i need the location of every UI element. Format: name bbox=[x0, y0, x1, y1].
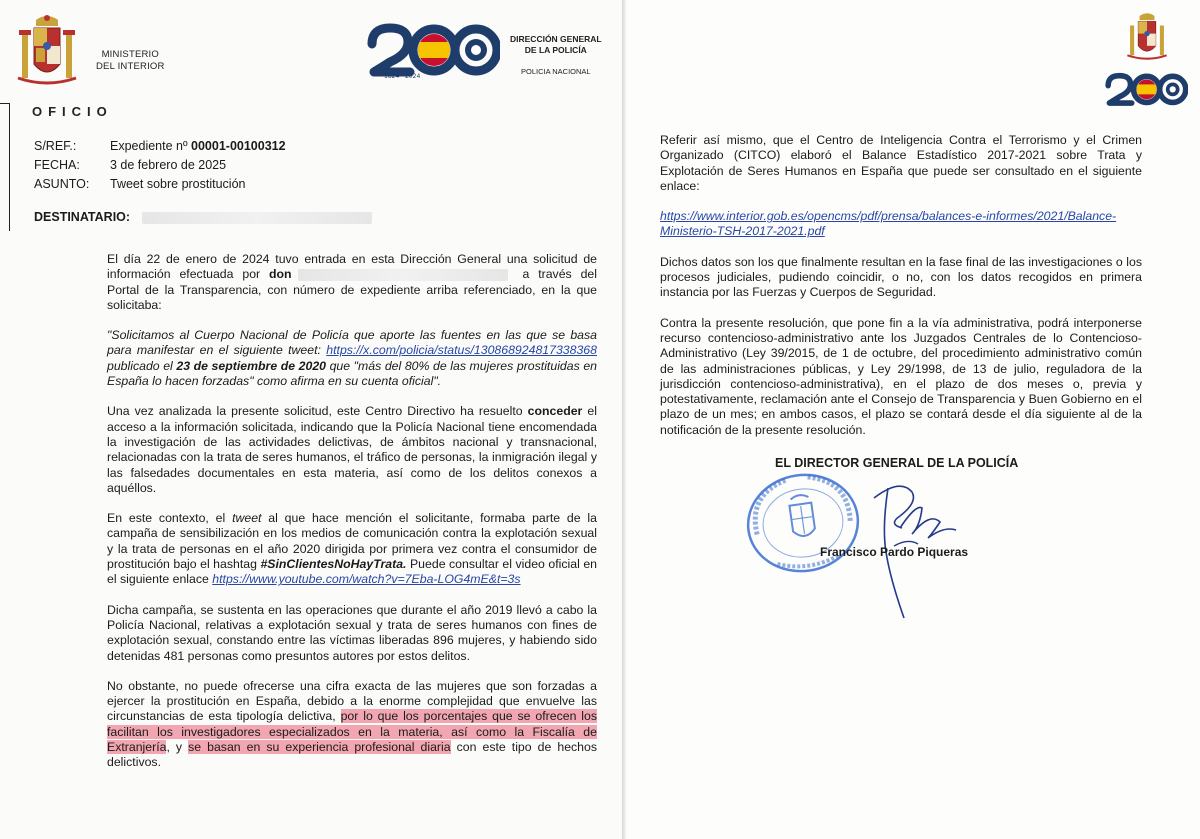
interior-balance-link[interactable]: https://www.interior.gob.es/opencms/pdf/prensa/balances-e-informes/2021/Balance-Ministerio-TSH-2017-2021.pdf bbox=[660, 209, 1117, 239]
paragraph-request: El día 22 de enero de 2024 tuvo entrada en esta Dirección General una solicitud de información efectuada por don a través del Portal de la Transparencia, con número de expediente arriba referenciado, en la que solicitaba: bbox=[107, 252, 597, 312]
sref-label: S/REF.: bbox=[34, 139, 77, 153]
official-stamp-icon bbox=[742, 468, 864, 578]
paragraph-quote: "Solicitamos al Cuerpo Nacional de Policía que aporte las fuentes en las que se basa para manifestar en el siguiente tweet: https://x.com/policia/status/1308689248173383​68 publicado el 23 de septiembre de 2020 que "más del 80% de las mujeres prostituidas en España lo hacen forzadas" como afirma en su cuenta oficial". bbox=[107, 328, 597, 389]
highlight-investigators: por lo que los porcentajes que se ofrecen los facilitan los investigadores especializados en la materia, así como la Fiscalía de Extranjería bbox=[107, 709, 598, 755]
youtube-link[interactable]: https://www.youtube.com/watch?v=7Eba-LOG4mE&t=3s bbox=[212, 572, 521, 587]
destinatario bbox=[34, 210, 372, 224]
ministry-label: MINISTERIO DEL INTERIOR bbox=[96, 49, 165, 72]
police-bicentennial-logo-icon bbox=[366, 22, 500, 80]
paragraph-operations: Dicha campaña, se sustenta en las operaciones que durante el año 2019 llevó a cabo la Policía Nacional, relativas a explotación sexual y trata de seres humanos con fines de explotación sexual, constando entre las víctimas liberadas 896 mujeres, y habiendo sido detenidas 481 personas como presuntos autores por estos delitos. bbox=[107, 602, 597, 663]
letter-body-left bbox=[107, 252, 597, 786]
paragraph-data-note: Dichos datos son los que finalmente resultan en la fase final de las investigaciones o los procesos judiciales, pudiendo coincidir, o no, con los datos recogidos en primera instancia por las Fuerzas y Cuerpos de Seguridad. bbox=[660, 254, 1142, 300]
oficio-metadata bbox=[34, 137, 286, 194]
police-bicentennial-logo-small-icon bbox=[1104, 72, 1188, 108]
destinatario-label: DESTINATARIO: bbox=[34, 210, 131, 224]
paragraph-appeal: Contra la presente resolución, que pone fin a la vía administrativa, podrá interponerse recurso contencioso-administrativo ante los Juzgados Centrales de lo Contencioso-Administrativo (Ley 39/2015, de 1 de octubre, del procedimiento administrativo común de las administraciones públicas, y Ley 29/1998, de 13 de julio, reguladora de la jurisdicción contencioso-administrativa), en el plazo de dos meses o, previa y potestativamente, reclamación ante el Consejo de Transparencia y Buen Gobierno en el plazo de un mes; en ambos casos, el plazo se contará desde el día siguiente al de la notificación de la presente resolución. bbox=[660, 315, 1142, 437]
fecha-row bbox=[34, 156, 286, 175]
direccion-general-label: DIRECCIÓN GENERAL DE LA POLICÍA POLICIA NACIONAL bbox=[510, 34, 602, 76]
redacted-name bbox=[298, 269, 508, 281]
coat-of-arms-small-icon bbox=[1126, 10, 1168, 64]
paragraph-citco-link bbox=[660, 209, 1142, 240]
highlight-experience: se basan en su experiencia profesional diaria bbox=[188, 740, 451, 755]
letter-body-right bbox=[660, 133, 1142, 453]
sref-value: Expediente nº 00001-00100312 bbox=[110, 139, 286, 153]
asunto-value: Tweet sobre prostitución bbox=[110, 177, 246, 191]
fecha-label: FECHA: bbox=[34, 158, 80, 172]
page-fold bbox=[622, 0, 626, 839]
asunto-label: ASUNTO: bbox=[34, 177, 90, 191]
oficio-title: OFICIO bbox=[32, 104, 113, 119]
coat-of-arms-icon bbox=[16, 12, 78, 90]
paragraph-no-exact-figure: No obstante, no puede ofrecerse una cifra exacta de las mujeres que son forzadas a ejercer la prostitución en España, debido a la enorme complejidad que envuelve las circunstancias de esta tipología delictiva, por lo que los porcentajes que se ofrecen los facilitan los investigadores especializados en la materia, así como la Fiscalía de Extranjería, y se basan en su experiencia profesional diaria con este tipo de hechos delictivos. bbox=[107, 678, 598, 770]
paragraph-resolution: Una vez analizada la presente solicitud, este Centro Directivo ha resuelto conceder el acceso a la información solicitada, indicando que la Policía Nacional tiene encomendada la investigación de las actividades delictivas, de ámbitos nacional y transnacional, relacionadas con la trata de seres humanos, el tráfico de personas, la inmigración ilegal y las falsedades documentales en esta materia, así como de los delitos conexos a aquéllos. bbox=[107, 404, 597, 495]
sref-row bbox=[34, 137, 286, 156]
paragraph-citco: Referir así mismo, que el Centro de Inteligencia Contra el Terrorismo y el Crimen Organizado (CITCO) elaboró el Balance Estadístico 2017-2021 sobre Trata y Explotación de Seres Humanos en España que puede ser consultado en el siguiente enlace: bbox=[660, 133, 1142, 193]
signer-title: EL DIRECTOR GENERAL DE LA POLICÍA bbox=[775, 456, 1019, 470]
redacted-recipient bbox=[142, 212, 372, 224]
fecha-value: 3 de febrero de 2025 bbox=[110, 158, 227, 172]
tweet-link[interactable]: https://x.com/policia/status/1308689248173383​68 bbox=[326, 343, 597, 358]
asunto-row bbox=[34, 175, 286, 194]
paragraph-campaign: En este contexto, el tweet al que hace mención el solicitante, formaba parte de la campaña de sensibilización en los medios de comunicación contra la explotación sexual y la trata de personas en el año 2020 dirigida por primera vez contra el consumidor de prostitución bajo el hashtag #SinClientesNoHayTrata. Puede consultar el video oficial en el siguiente enlace https://www.youtube.com/watch?v=7Eba-LOG4mE&t=3s bbox=[107, 511, 597, 587]
signer-name: Francisco Pardo Piqueras bbox=[820, 545, 969, 559]
oficio-bracket bbox=[0, 103, 10, 231]
logo-years: 1824 · 2024 bbox=[384, 73, 421, 80]
